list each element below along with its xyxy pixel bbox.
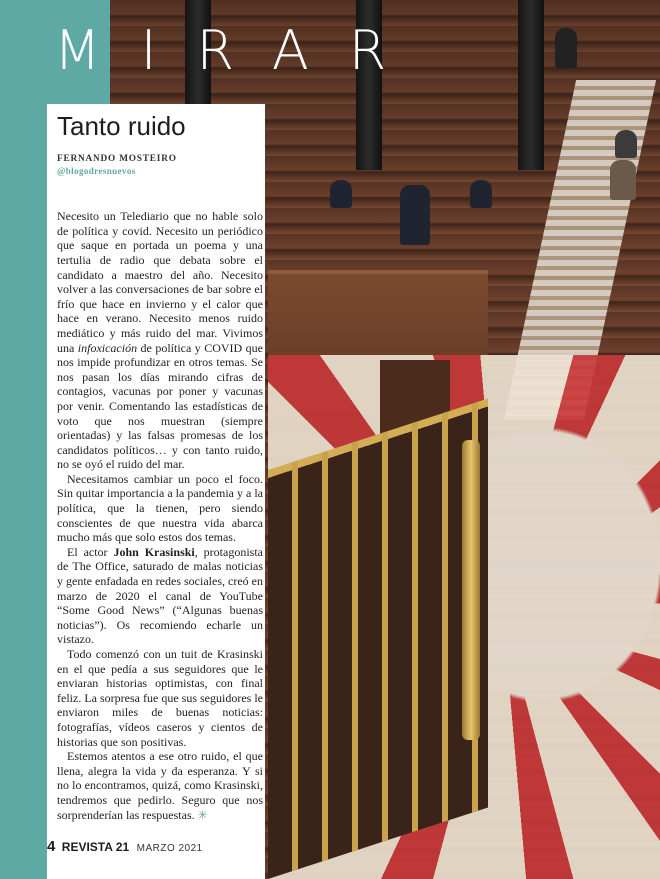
magazine-name: REVISTA 21 <box>61 840 130 854</box>
end-mark-icon: ✳ <box>197 807 208 822</box>
article-paragraph <box>57 647 263 749</box>
page-footer <box>47 838 203 856</box>
paragraph-text: Todo comenzó con un tuit de Krasinski en el que pedía a sus seguidores que le enviaran historias optimistas, con final feliz. La sorpresa fue que sus seguidores le enviaron miles de buenas noticias: fotografías, vídeos caseros y cientos de historias que son positivas. <box>57 647 263 749</box>
golden-railing <box>268 399 488 879</box>
page-number: 4 <box>47 838 56 855</box>
chamber-pillar <box>518 0 544 170</box>
section-title: MIRAR <box>54 19 427 82</box>
paragraph-text: de política y COVID que nos impide profundizar en otros temas. Se nos pasan los días mirando cifras de contagios, vacunas por poner y vacunas por venir. Comentando las estadísticas de voto que nos muestran (siempre orientadas) y las falsas promesas de los candidatos políticos… y con tanto ruido, no se oyó el ruido del mar. <box>57 340 264 472</box>
article-headline: Tanto ruido <box>57 111 186 141</box>
paragraph-text: El actor <box>67 544 114 559</box>
author-name: FERNANDO MOSTEIRO <box>57 154 177 165</box>
paragraph-text: infoxicación <box>77 340 138 355</box>
paragraph-text: , protagonista de The Office, saturado de malas noticias y gente enfadada en redes sociales, creó en marzo de 2020 el canal de YouTube “Some Good News” (“Algunas buenas noticias”). Os recomiendo echarle un vistazo. <box>57 544 263 647</box>
paragraph-text: Estemos atentos a ese otro ruido, el que llena, alegra la vida y da esperanza. Y si no lo encontramos, quizá, como Krasinski, tendremos que pedirlo. Seguro que nos sorprenderían las respuestas. <box>57 749 263 822</box>
article-paragraph <box>57 749 263 822</box>
article-paragraph <box>57 472 263 545</box>
article-body <box>57 209 263 822</box>
article-paragraph <box>57 209 263 472</box>
paragraph-text: Necesito un Telediario que no hable solo de política y covid. Necesito un periódico que saque en portada un poema y una tertulia de radio que debata sobre el candidato a maestro del año. Necesito volver a las conversaciones de bar sobre el frío que hace en invierno y el calor que hace en verano. Necesito menos ruido mediático y más ruido del mar. Vivimos una <box>57 209 263 355</box>
issue-date: MARZO 2021 <box>136 843 203 854</box>
article-panel <box>47 104 265 879</box>
paragraph-text: John Krasinski <box>113 544 195 559</box>
author-handle: @blogodresnuevos <box>57 166 136 177</box>
railing-post <box>462 440 480 740</box>
paragraph-text: Necesitamos cambiar un poco el foco. Sin quitar importancia a la pandemia y a la política, que la tienen, pero siendo conscientes de que nuestra vida abarca mucho más que solo estos dos temas. <box>57 471 263 545</box>
article-paragraph <box>57 545 263 647</box>
